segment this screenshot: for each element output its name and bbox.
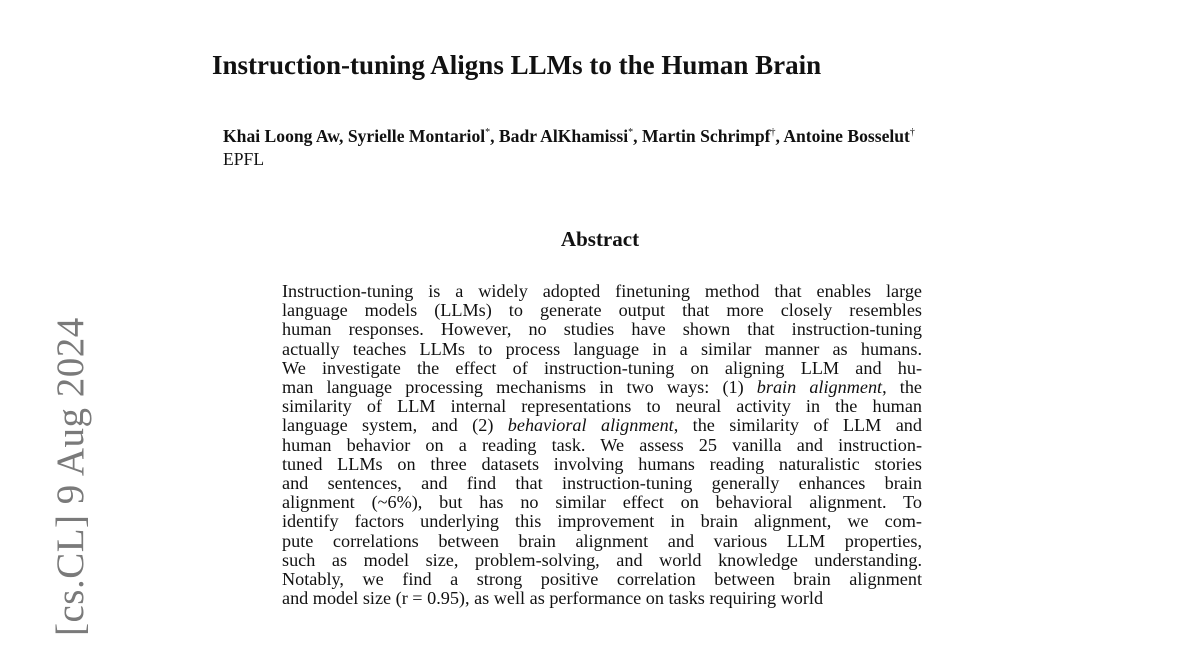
abstract-line bbox=[282, 570, 922, 589]
abstract-line bbox=[282, 493, 922, 512]
abstract-line bbox=[282, 474, 922, 493]
abstract-text: human behavior on a reading task. We assess 25 vanilla and instruction- bbox=[282, 434, 922, 455]
author-name: Syrielle Montariol bbox=[347, 126, 486, 146]
abstract-line bbox=[282, 455, 922, 474]
abstract-text: similarity of LLM internal representations to neural activity in the human bbox=[282, 396, 922, 417]
abstract-body bbox=[282, 282, 922, 608]
abstract-line bbox=[282, 416, 922, 435]
author-mark: † bbox=[909, 127, 915, 139]
abstract-line bbox=[282, 359, 922, 378]
author-name: Martin Schrimpf bbox=[641, 126, 771, 146]
abstract-emphasis: behavioral alignment bbox=[507, 415, 674, 436]
abstract-line bbox=[282, 340, 922, 359]
abstract-text: such as model size, problem-solving, and world knowledge understanding. bbox=[282, 549, 922, 570]
abstract-heading bbox=[0, 227, 1200, 252]
abstract-text: language models (LLMs) to generate output that more closely resembles bbox=[282, 300, 922, 321]
abstract-line bbox=[282, 532, 922, 551]
author-list: Khai Loong Aw, Syrielle Montariol*, Badr AlKhamissi*, Martin Schrimpf†, Antoine Bosselut† bbox=[223, 126, 915, 146]
paper-title: Instruction-tuning Aligns LLMs to the Human Brain bbox=[212, 50, 822, 80]
abstract-heading-text: Abstract bbox=[560, 227, 640, 251]
abstract-text: tuned LLMs on three datasets involving humans reading naturalistic stories bbox=[282, 453, 922, 474]
abstract-text: , the bbox=[882, 377, 922, 398]
abstract-text: identify factors underlying this improvement in brain alignment, we com- bbox=[282, 511, 922, 532]
abstract-line bbox=[282, 436, 922, 455]
abstract-line bbox=[282, 512, 922, 531]
abstract-line bbox=[282, 378, 922, 397]
abstract-line bbox=[282, 301, 922, 320]
author-name: Khai Loong Aw bbox=[223, 126, 340, 146]
abstract-text: We investigate the effect of instruction-tuning on aligning LLM and hu- bbox=[282, 357, 922, 378]
abstract-line bbox=[282, 397, 922, 416]
abstract-text: actually teaches LLMs to process language in a similar manner as humans. bbox=[282, 338, 922, 359]
abstract-line bbox=[282, 282, 922, 301]
author-name: Antoine Bosselut bbox=[783, 126, 910, 146]
abstract-text: language system, and (2) bbox=[282, 415, 508, 436]
abstract-text: human responses. However, no studies have shown that instruction-tuning bbox=[282, 319, 922, 340]
abstract-text: and model size (r = 0.95), as well as performance on tasks requiring world bbox=[282, 588, 824, 609]
author-name: Badr AlKhamissi bbox=[498, 126, 629, 146]
abstract-text: Instruction-tuning is a widely adopted finetuning method that enables large bbox=[282, 281, 922, 301]
abstract-text: Notably, we find a strong positive correlation between brain alignment bbox=[282, 569, 922, 590]
arxiv-side-stamp: [cs.CL] 9 Aug 2024 bbox=[49, 317, 92, 636]
author-affiliation: EPFL bbox=[223, 149, 265, 169]
abstract-emphasis: brain alignment bbox=[756, 377, 883, 398]
author-mark: * bbox=[485, 127, 491, 139]
author-mark: * bbox=[628, 127, 634, 139]
abstract-line bbox=[282, 589, 922, 608]
author-mark: † bbox=[770, 127, 776, 139]
abstract-text: alignment (~6%), but has no similar effect on behavioral alignment. To bbox=[282, 492, 922, 513]
abstract-text: and sentences, and find that instruction-tuning generally enhances brain bbox=[282, 473, 922, 494]
abstract-text: man language processing mechanisms in two ways: (1) bbox=[282, 377, 757, 398]
abstract-text: pute correlations between brain alignment and various LLM properties, bbox=[282, 530, 922, 551]
abstract-line bbox=[282, 551, 922, 570]
abstract-line bbox=[282, 320, 922, 339]
abstract-text: , the similarity of LLM and bbox=[673, 415, 922, 436]
